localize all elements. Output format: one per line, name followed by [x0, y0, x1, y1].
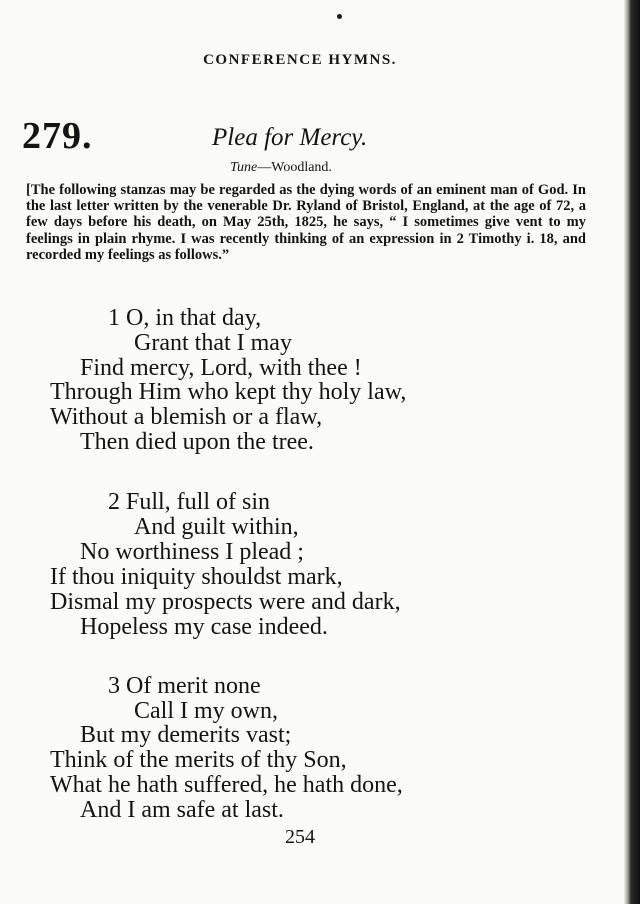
- verse-line: 1 O, in that day,: [108, 305, 262, 331]
- tune-name: —Woodland.: [257, 160, 332, 175]
- verse-line: But my demerits vast;: [80, 722, 292, 748]
- verse-line: Find mercy, Lord, with thee !: [80, 355, 362, 381]
- hymn-title: Plea for Mercy.: [212, 124, 368, 151]
- verse-line: Through Him who kept thy holy law,: [50, 379, 407, 405]
- verse-line: Hopeless my case indeed.: [80, 614, 328, 640]
- preface-note: [The following stanzas may be regarded as the dying words of an eminent man of God. In the last letter written by the venerable Dr. Ryland of Bristol, England, at the age of 72, a few days before his death, on May 25th, 1825, he says, “ I sometimes give vent to my feelings in plain rhyme. I was recently thinking of an expression in 2 Timothy i. 18, and recorded my feelings as follows.”: [26, 182, 586, 263]
- tune-label: Tune: [230, 160, 258, 175]
- verse-line: Call I my own,: [134, 698, 278, 724]
- verse-line: Then died upon the tree.: [80, 429, 314, 455]
- verse-line: Without a blemish or a flaw,: [50, 404, 323, 430]
- hymn-number: 279.: [22, 115, 93, 157]
- running-head: CONFERENCE HYMNS.: [203, 52, 397, 68]
- verse-line: 2 Full, full of sin: [108, 489, 271, 515]
- verse-line: 3 Of merit none: [108, 673, 261, 699]
- verse-line: What he hath suffered, he hath done,: [50, 772, 403, 798]
- verse-line: If thou iniquity shouldst mark,: [50, 564, 343, 590]
- verse-line: And I am safe at last.: [80, 797, 284, 823]
- verse-line: No worthiness I plead ;: [80, 539, 304, 565]
- ink-speck: [337, 14, 342, 19]
- tune-line: [230, 160, 332, 176]
- verse-line: Think of the merits of thy Son,: [50, 747, 347, 773]
- verse-line: And guilt within,: [134, 514, 299, 540]
- verse-line: Grant that I may: [134, 330, 292, 356]
- book-spine-shadow: [624, 0, 640, 904]
- page-number: 254: [285, 826, 315, 848]
- verse-line: Dismal my prospects were and dark,: [50, 589, 401, 615]
